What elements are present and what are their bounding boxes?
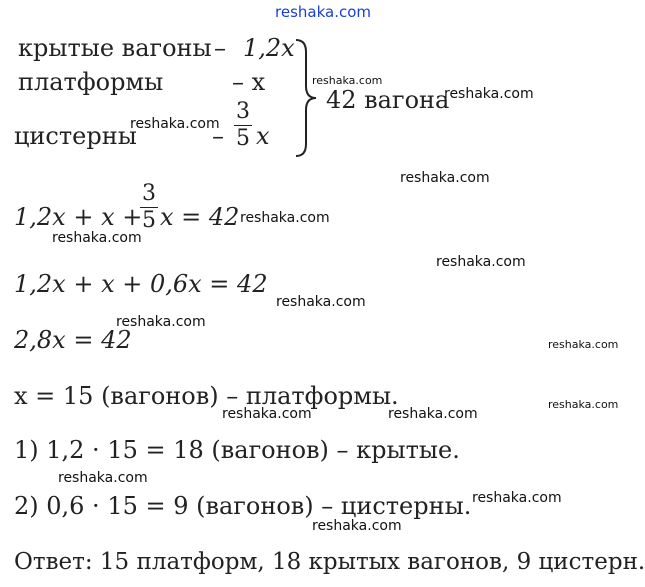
watermark: reshaka.com bbox=[548, 398, 619, 411]
eq1-numerator: 3 bbox=[142, 181, 156, 206]
watermark-top: reshaka.com bbox=[275, 3, 371, 21]
eq1-denominator: 5 bbox=[142, 208, 156, 233]
eq2: 1,2x + x + 0,6x = 42 bbox=[14, 270, 268, 298]
row3-denominator: 5 bbox=[236, 126, 250, 151]
eq4: x = 15 (вагонов) – платформы. bbox=[14, 382, 399, 410]
watermark: reshaka.com bbox=[116, 314, 206, 330]
row3-var: x bbox=[256, 122, 270, 150]
watermark: reshaka.com bbox=[312, 74, 383, 87]
answer: Ответ: 15 платформ, 18 крытых вагонов, 9 цистерн. bbox=[14, 549, 645, 575]
eq5: 1) 1,2 · 15 = 18 (вагонов) – крытые. bbox=[14, 436, 460, 464]
watermark: reshaka.com bbox=[52, 230, 142, 246]
row2-expr: – x bbox=[232, 68, 266, 96]
eq1-right: x = 42 bbox=[160, 203, 240, 231]
row2-label: платформы bbox=[18, 68, 164, 96]
eq6: 2) 0,6 · 15 = 9 (вагонов) – цистерны. bbox=[14, 492, 472, 520]
watermark: reshaka.com bbox=[400, 170, 490, 186]
row1-label: крытые вагоны bbox=[18, 34, 212, 62]
row3-fraction bbox=[234, 100, 252, 151]
system-total: 42 вагона bbox=[326, 86, 450, 114]
watermark: reshaka.com bbox=[472, 490, 562, 506]
row3-label: цистерны bbox=[14, 122, 137, 150]
watermark: reshaka.com bbox=[312, 518, 402, 534]
watermark: reshaka.com bbox=[58, 470, 148, 486]
watermark: reshaka.com bbox=[276, 294, 366, 310]
eq1-fraction bbox=[140, 182, 158, 233]
curly-brace-icon bbox=[292, 38, 318, 158]
watermark: reshaka.com bbox=[444, 86, 534, 102]
row1-dash: – bbox=[214, 34, 226, 62]
watermark: reshaka.com bbox=[548, 338, 619, 351]
watermark: reshaka.com bbox=[130, 116, 220, 132]
eq3: 2,8x = 42 bbox=[14, 326, 132, 354]
watermark: reshaka.com bbox=[436, 254, 526, 270]
row3-dash: – bbox=[212, 122, 224, 150]
watermark: reshaka.com bbox=[222, 406, 312, 422]
row3-numerator: 3 bbox=[236, 99, 250, 124]
row1-expr: 1,2x bbox=[243, 34, 295, 62]
watermark: reshaka.com bbox=[388, 406, 478, 422]
eq1-left: 1,2x + x + bbox=[14, 203, 143, 231]
watermark: reshaka.com bbox=[240, 210, 330, 226]
